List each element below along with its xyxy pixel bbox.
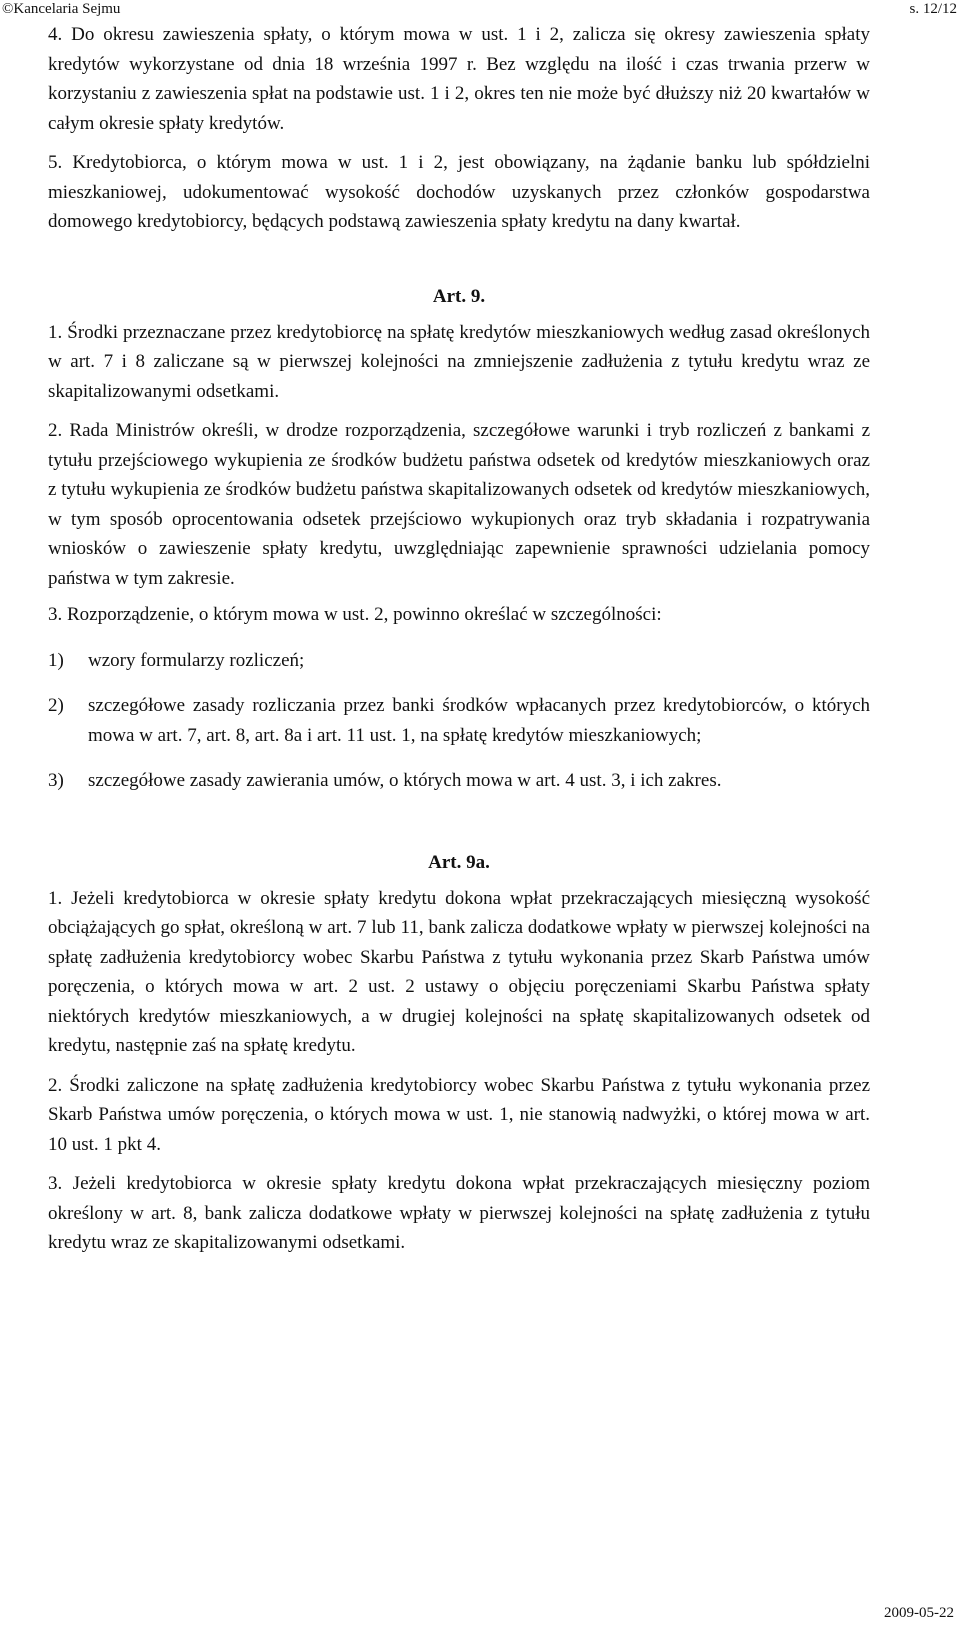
paragraph-art8-ust5 (48, 148, 870, 237)
paragraph-number: 4. (48, 24, 63, 45)
paragraph-art9a-ust2 (48, 1071, 870, 1160)
list-item-text: wzory formularzy rozliczeń; (88, 649, 305, 671)
list-item-text: szczegółowe zasady rozliczania przez banki środków wpłacanych przez kredytobiorców, o których mowa w art. 7, art. 8, art. 8a i art. 11 ust. 1, na spłatę kredytów mieszkaniowych; (88, 695, 870, 746)
enumeration-list (48, 646, 870, 796)
list-item (48, 646, 870, 676)
list-item-number: 3) (48, 770, 64, 791)
paragraph-text: Jeżeli kredytobiorca w okresie spłaty kredytu dokona wpłat przekraczających miesięczny poziom określony w art. 8, bank zalicza dodatkowe wpłaty w pierwszej kolejności na spłatę zadłużenia z tytułu kredytu wraz ze skapitalizowanymi odsetkami. (48, 1173, 871, 1253)
list-item (48, 691, 870, 750)
document-body (48, 20, 870, 1258)
paragraph-number: 5. (48, 152, 63, 173)
paragraph-text: Jeżeli kredytobiorca w okresie spłaty kredytu dokona wpłat przekraczających miesięczną wysokość obciążających go spłat, określoną w art. 7 lub 11, bank zalicza dodatkowe wpłaty w pierwszej kolejności na spłatę zadłużenia kredytobiorcy wobec Skarbu Państwa z tytułu wykonania przez Skarb Państwa umów poręczenia, o których mowa w art. 2 ust. 2 ustawy o objęciu poręczeniami Skarbu Państwa spłaty niektórych kredytów mieszkaniowych, a w drugiej kolejności na spłatę skapitalizowanych odsetek od kredytu, następnie zaś na spłatę kredytu. (48, 887, 871, 1056)
article-heading-art9: Art. 9. (432, 285, 486, 307)
article-heading-art9a: Art. 9a. (428, 851, 490, 873)
paragraph-text: Do okresu zawieszenia spłaty, o którym mowa w ust. 1 i 2, zalicza się okresy zawieszenia spłaty kredytów wykorzystane od dnia 18 września 1997 r. Bez względu na ilość i czas trwania przerw w korzystaniu z zawieszenia spłat na podstawie ust. 1 i 2, okres ten nie może być dłuższy niż 20 kwartałów w całym okresie spłaty kredytów. (48, 24, 870, 134)
paragraph-number: 1. (48, 887, 63, 909)
paragraph-text: Kredytobiorca, o którym mowa w ust. 1 i 2, jest obowiązany, na żądanie banku lub spółdzielni mieszkaniowej, udokumentować wysokość dochodów uzyskanych przez członków gospodarstwa domowego kredytobiorcy, będących podstawą zawieszenia spłaty kredytu na dany kwartał. (48, 152, 870, 232)
header-source: ©Kancelaria Sejmu (2, 1, 121, 17)
paragraph-text: Środki przeznaczane przez kredytobiorcę na spłatę kredytów mieszkaniowych według zasad określonych w art. 7 i 8 zaliczane są w pierwszej kolejności na zmniejszenie zadłużenia z tytułu kredytu wraz ze skapitalizowanymi odsetkami. (48, 321, 870, 402)
footer-date: 2009-05-22 (884, 1605, 954, 1621)
paragraph-number: 3. (48, 1173, 63, 1194)
paragraph-art9-ust3 (48, 600, 870, 630)
paragraph-text: Rozporządzenie, o którym mowa w ust. 2, powinno określać w szczególności: (67, 604, 662, 625)
paragraph-art9a-ust1 (48, 884, 870, 1061)
paragraph-art9-ust2 (48, 416, 870, 593)
paragraph-number: 3. (48, 604, 63, 625)
paragraph-number: 1. (48, 321, 63, 343)
list-item-text: szczegółowe zasady zawierania umów, o których mowa w art. 4 ust. 3, i ich zakres. (88, 770, 722, 791)
list-item (48, 766, 870, 796)
paragraph-art9a-ust3 (48, 1169, 870, 1258)
paragraph-text: Rada Ministrów określi, w drodze rozporządzenia, szczegółowe warunki i tryb rozliczeń z bankami z tytułu przejściowego wykupienia ze środków budżetu państwa odsetek od kredytów mieszkaniowych oraz z tytułu wykupienia ze środków budżetu państwa skapitalizowanych odsetek od kredytów mieszkaniowych, w tym sposób oprocentowania odsetek przejściowo wykupionych oraz tryb składania i rozpatrywania wniosków o zawieszenie spłaty kredytu, uwzględniając zapewnienie sprawności udzielania pomocy państwa w tym zakresie. (48, 420, 871, 589)
paragraph-text: Środki zaliczone na spłatę zadłużenia kredytobiorcy wobec Skarbu Państwa z tytułu wykonania przez Skarb Państwa umów poręczenia, o których mowa w ust. 1, nie stanowią nadwyżki, o której mowa w art. 10 ust. 1 pkt 4. (48, 1074, 871, 1155)
paragraph-number: 2. (48, 1074, 63, 1096)
paragraph-art8-ust4 (48, 20, 870, 138)
list-item-number: 1) (48, 649, 64, 671)
paragraph-art9-ust1 (48, 318, 870, 407)
header-page-number: s. 12/12 (909, 1, 957, 17)
paragraph-number: 2. (48, 420, 63, 441)
list-item-number: 2) (48, 695, 64, 716)
